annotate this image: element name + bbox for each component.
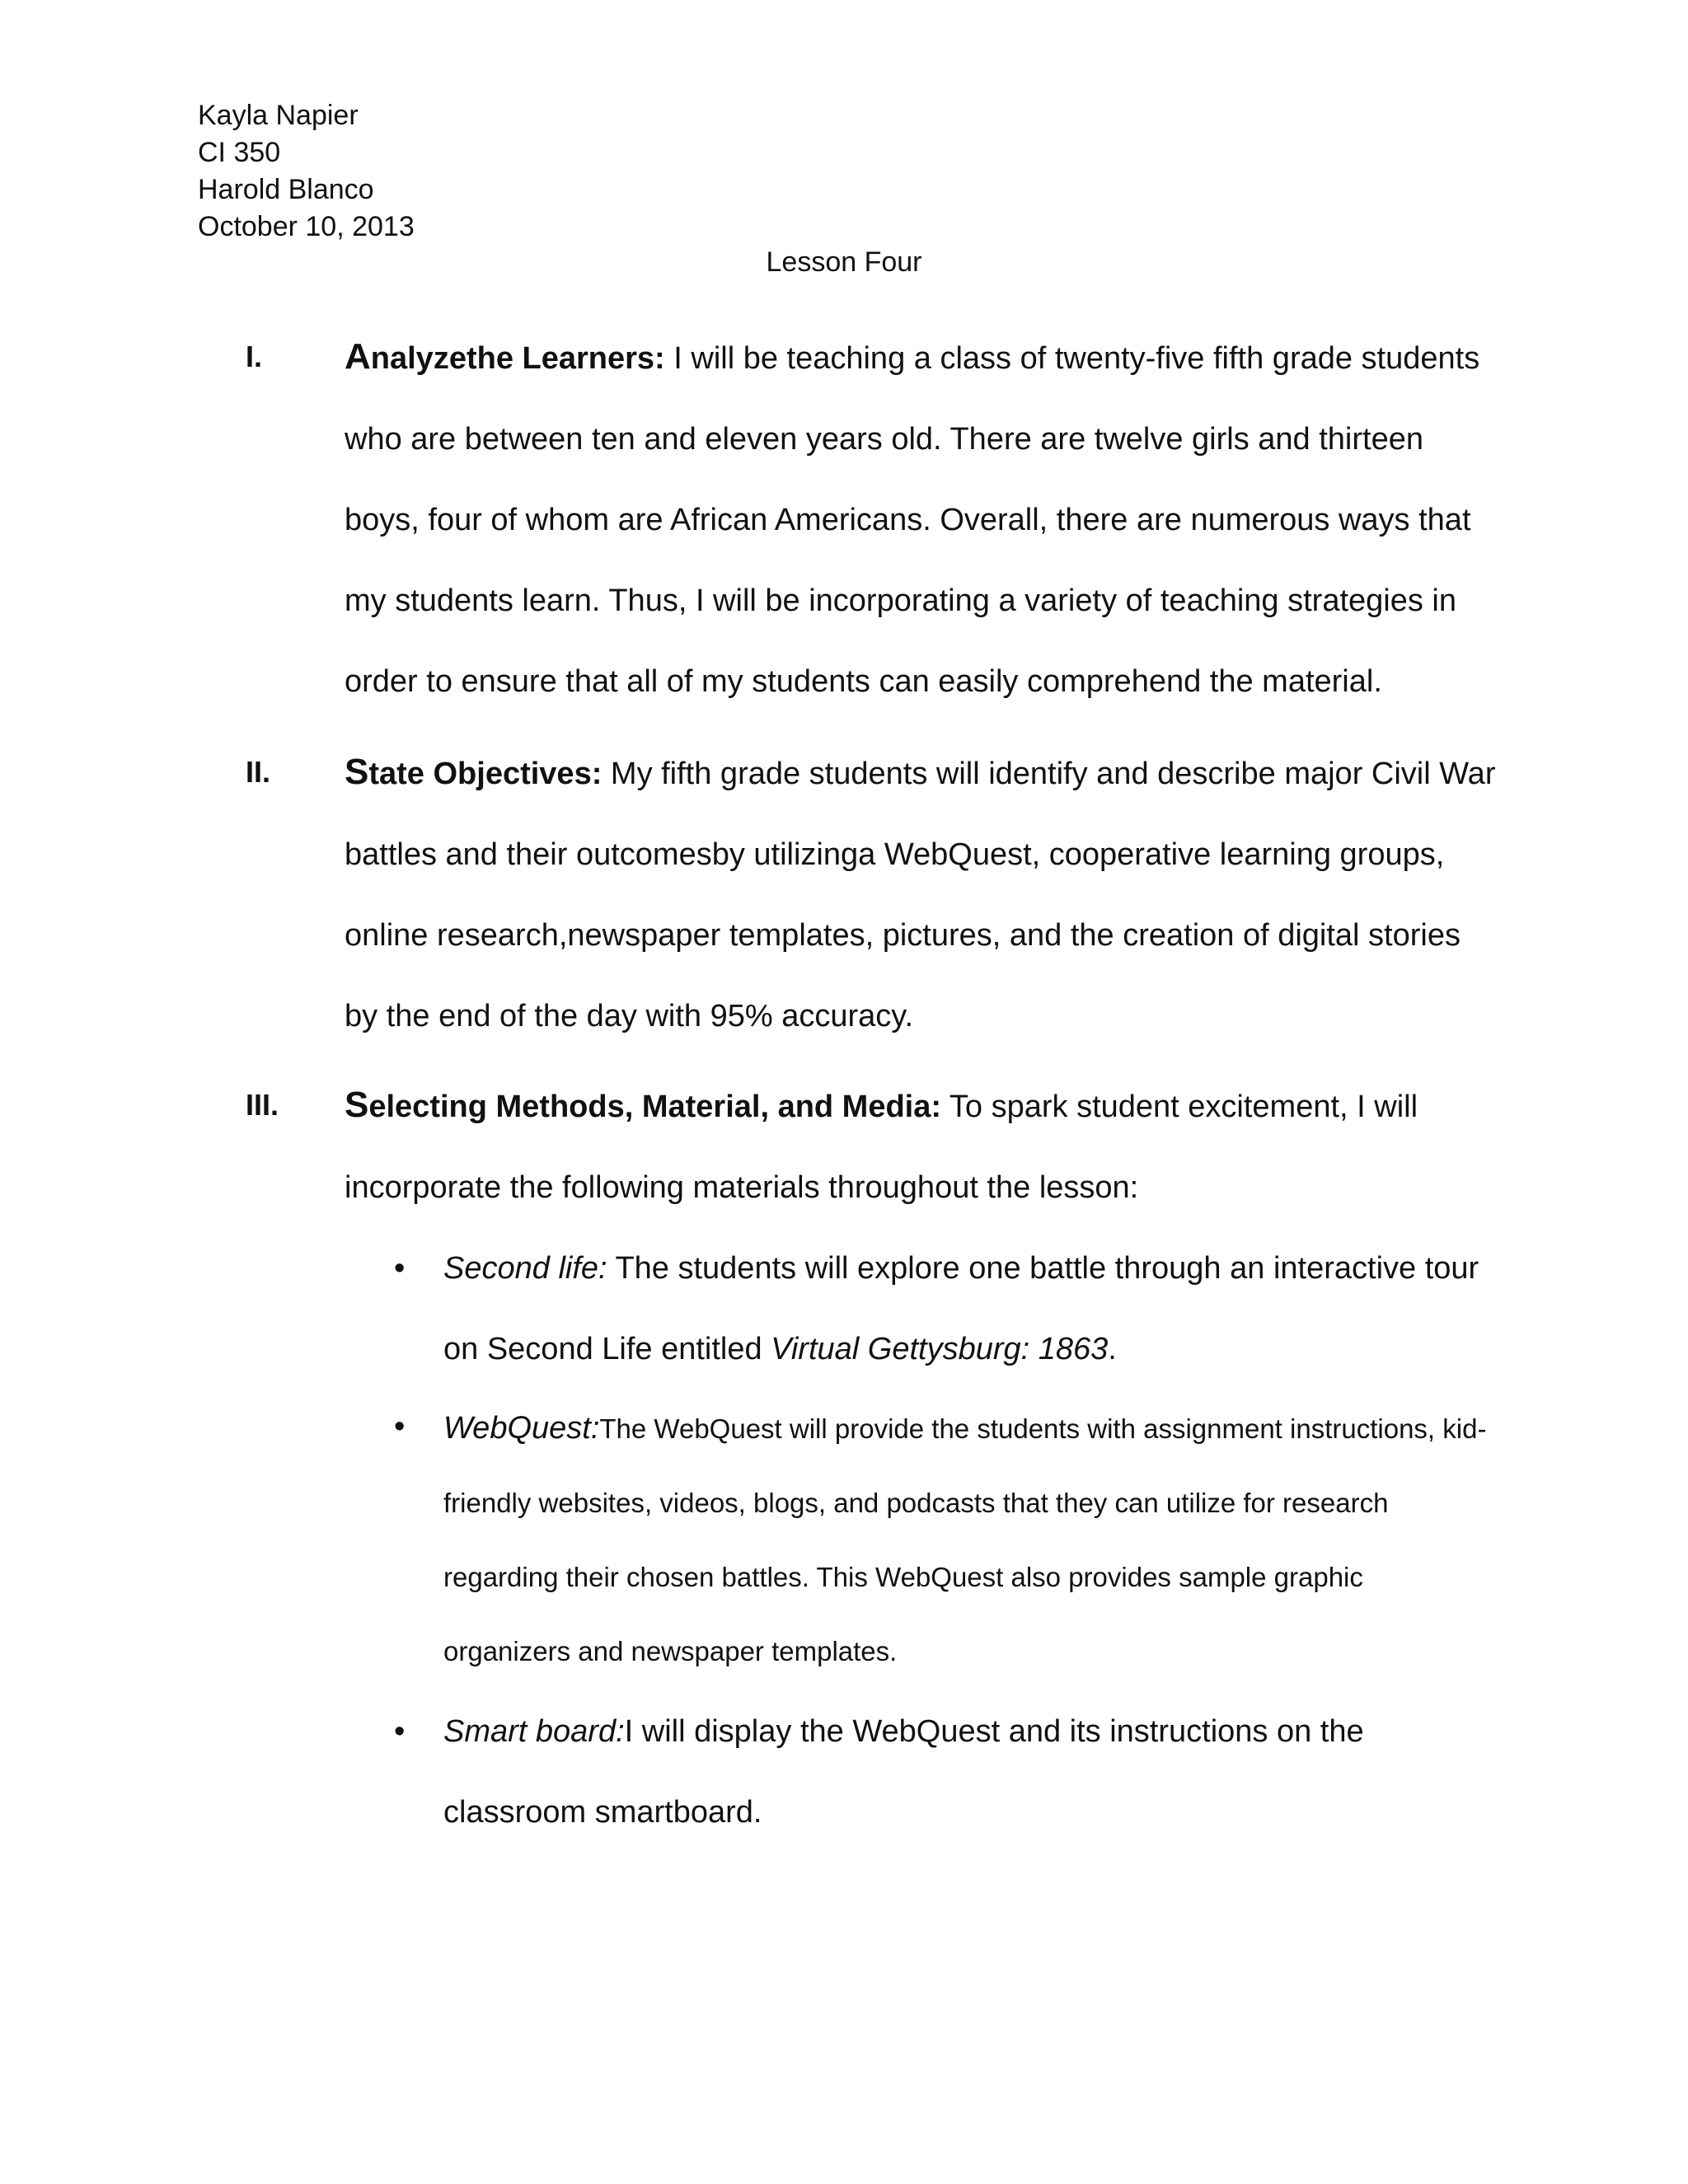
bullet-dot: •	[394, 1714, 406, 1749]
section-numeral: II.	[246, 755, 271, 789]
heading-rest: electing Methods, Material, and Media:	[368, 1090, 942, 1124]
section-numeral: III.	[246, 1088, 279, 1122]
bullet-body: The students will explore one battle through an interactive tour on Second Life entitled	[443, 1251, 1479, 1366]
bullet-text	[443, 1691, 1490, 1853]
section-numeral: I.	[246, 340, 263, 373]
section-text: To spark student excitement, I will incorporate the following materials throughout the lesson:	[345, 1090, 1418, 1205]
heading-rest: nalyzethe Learners:	[370, 341, 665, 376]
document-title: Lesson Four	[766, 246, 922, 278]
author-name: Kayla Napier	[198, 100, 359, 131]
bullet-italic-title: Virtual Gettysburg: 1863	[771, 1332, 1109, 1366]
section-heading	[345, 752, 603, 792]
section-text: I will be teaching a class of twenty-five fifth grade students who are between ten and eleven years old. There are twelve girls and thirteen boys, four of whom are African Americans. Overall, there are numerous ways that my students learn. Thus, I will be incorporating a variety of teaching strategies in order to ensure that all of my students can easily comprehend the material.	[345, 341, 1480, 699]
heading-rest: tate Objectives:	[368, 757, 603, 791]
bullet-label: WebQuest:	[443, 1411, 600, 1446]
bullet-body: I will display the WebQuest and its instructions on the classroom smartboard.	[443, 1714, 1364, 1830]
document-date: October 10, 2013	[198, 211, 415, 242]
heading-initial: A	[345, 336, 371, 377]
heading-initial: S	[345, 752, 369, 792]
bullet-body: The WebQuest will provide the students with assignment instructions, kid-friendly websites, videos, blogs, and podcasts that they can utilize for research regarding their chosen battles. This WebQuest also provides sample graphic organizers and newspaper templates.	[443, 1413, 1487, 1666]
bullet-text	[443, 1391, 1490, 1689]
bullet-label: Second life:	[443, 1251, 607, 1286]
document-header	[198, 97, 415, 246]
course-code: CI 350	[198, 137, 281, 168]
bullet-text	[443, 1228, 1490, 1390]
section-body	[345, 1065, 1498, 1228]
section-heading	[345, 336, 665, 377]
section-body	[345, 732, 1498, 1057]
bullet-label: Smart board:	[443, 1714, 625, 1749]
bullet-end: .	[1108, 1332, 1117, 1366]
section-body	[345, 316, 1498, 722]
instructor-name: Harold Blanco	[198, 174, 374, 205]
bullet-dot: •	[394, 1409, 406, 1444]
bullet-dot: •	[394, 1251, 406, 1286]
heading-initial: S	[345, 1085, 369, 1125]
section-heading	[345, 1085, 942, 1125]
section-text: My fifth grade students will identify and describe major Civil War battles and their outcomesby utilizinga WebQuest, cooperative learning groups, online research,newspaper templates, pictures, and the creation of digital stories by the end of the day with 95% accuracy.	[345, 757, 1496, 1033]
